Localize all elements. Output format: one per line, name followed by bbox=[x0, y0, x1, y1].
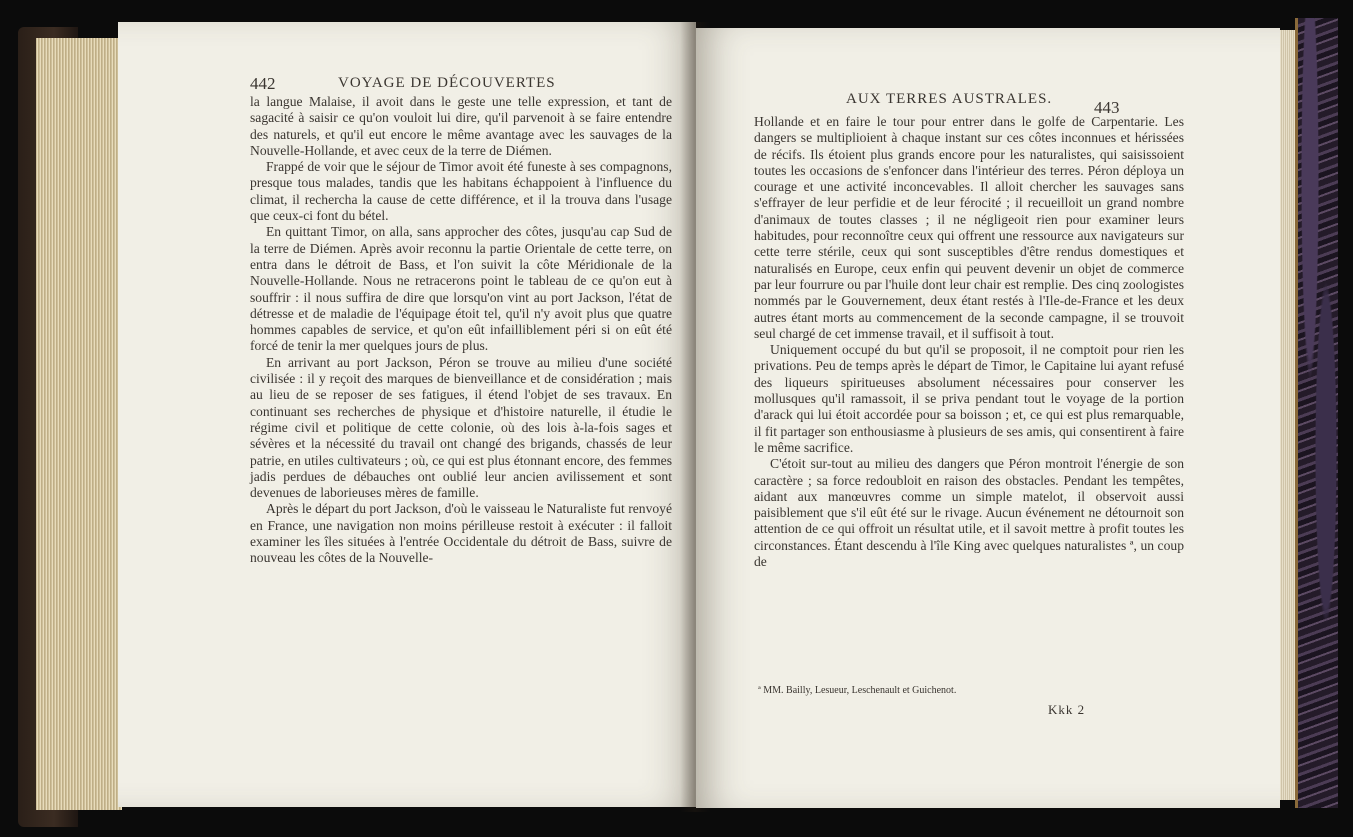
paragraph: Après le départ du port Jackson, d'où le vaisseau le Naturaliste fut renvoyé en France, une navigation non moins périlleuse restoit à exécuter : il falloit examiner les îles situées à l'entrée Occidentale du détroit de Bass, suivre de nouveau les côtes de la Nouvelle- bbox=[250, 501, 672, 566]
paragraph: Frappé de voir que le séjour de Timor avoit été funeste à ses compagnons, presque tous malades, tandis que les habitans échappoient à l'influence du climat, il rechercha la cause de cette différence, et il la trouva dans l'usage que ceux-ci font du bétel. bbox=[250, 159, 672, 224]
running-head-left: VOYAGE DE DÉCOUVERTES bbox=[338, 75, 556, 91]
page-number-right: 443 bbox=[1094, 98, 1120, 117]
paragraph: Hollande et en faire le tour pour entrer dans le golfe de Carpentarie. Les dangers se multiplioient à chaque instant sur ces côtes inconnues et hérissées de récifs. Ils étoient plus grands encore pour les naturalistes, qui saisissoient toutes les occasions de s'enfoncer dans l'intérieur des terres. Péron déploya un courage et une activité inconcevables. Il alloit chercher les sauvages sans s'effrayer de leur perfidie et de leur férocité ; il recueilloit un grand nombre d'animaux de toutes classes ; il ne négligeoit rien pour examiner leurs habitudes, pour reconnoître ceux qui offrent une ressource aux navigateurs sur cette terre stérile, ceux qui sont susceptibles d'être rendus domestiques et naturalisés en Europe, ceux enfin qui peuvent devenir un objet de commerce par leur fourrure ou par l'huile dont leur chair est remplie. Des cinq zoologistes nommés par le Gouvernement, deux étant restés à l'Ile-de-France et les deux autres étant morts au commencement de la seconde campagne, il se trouvoit seul chargé de cet immense travail, et il suffisoit à tout. bbox=[754, 114, 1184, 341]
paragraph: Uniquement occupé du but qu'il se proposoit, il ne comptoit pour rien les privations. Peu de temps après le départ de Timor, le Capitaine lui ayant refusé des liqueurs spiritueuses absolument nécessaires pour conserver les mollusques qu'il ramassoit, il se priva pendant tout le voyage de la portion d'arack qui lui étoit accordée pour sa boisson ; et, ce qui est plus remarquable, il fit partager son enthousiasme à plusieurs de ses amis, qui consentirent à faire le même sacrifice. bbox=[754, 342, 1184, 455]
paragraph: C'étoit sur-tout au milieu des dangers que Péron montroit l'énergie de son caractère ; sa force redoubloit en raison des obstacles. Pendant les tempêtes, aidant aux manœuvres comme un simple matelot, il observoit aussi paisiblement que s'il eût été sur le rivage. Aucun événement ne détournoit son attention de ce qui offroit un résultat utile, et il savoit mettre à profit toutes les circonstances. Étant descendu à l'île King avec quelques naturalistes ª, un coup de bbox=[754, 456, 1184, 570]
paragraph: En arrivant au port Jackson, Péron se trouve au milieu d'une société civilisée : il y reçoit des marques de bienveillance et de considération ; mais au lieu de se reposer de ses fatigues, il étend l'objet de ses travaux. En continuant ses recherches de physique et d'histoire naturelle, il étudie le régime civil et politique de cette colonie, où des lois à-la-fois sages et sévères et la nécessité du travail ont changé des brigands, chassés de leur patrie, en utiles cultivateurs ; où, ce qui est plus étonnant encore, des femmes jadis perdues de débauches ont oublié leur ancien avilissement et sont devenues de laborieuses mères de famille. bbox=[250, 354, 672, 501]
running-head-right: AUX TERRES AUSTRALES. bbox=[846, 91, 1053, 107]
right-page-text bbox=[754, 114, 1184, 570]
paragraph: En quittant Timor, on alla, sans approcher des côtes, jusqu'au cap Sud de la terre de Diémen. Après avoir reconnu la partie Orientale de cette terre, on entra dans le détroit de Bass, et l'on suivit la côte Méridionale de la Nouvelle-Hollande. Nous ne retracerons point le tableau de ce qu'on eut à souffrir : il nous suffira de dire que lorsqu'on vint au port Jackson, l'état de détresse et de maladie de l'équipage étoit tel, qu'il n'y avoit plus que quatre hommes capables de service, et qu'on eût infailliblement péri si on eût été forcé de tenir la mer quelques jours de plus. bbox=[250, 224, 672, 354]
marbled-cover-right bbox=[1295, 18, 1338, 808]
signature-mark: Kkk 2 bbox=[1048, 702, 1086, 717]
paragraph: la langue Malaise, il avoit dans le geste une telle expression, et tant de sagacité à saisir ce qu'on vouloit lui dire, qu'il parvenoit à se faire entendre des naturels, et qu'il eut encore le même avantage avec les sauvages de la Nouvelle-Hollande, et avec ceux de la terre de Diémen. bbox=[250, 94, 672, 158]
left-page-text bbox=[250, 94, 672, 567]
page-edges-left bbox=[36, 38, 122, 810]
right-page bbox=[696, 28, 1280, 808]
footnote: ª MM. Bailly, Lesueur, Leschenault et Guichenot. bbox=[758, 685, 957, 696]
page-number-left: 442 bbox=[250, 74, 276, 93]
left-page bbox=[118, 22, 696, 807]
